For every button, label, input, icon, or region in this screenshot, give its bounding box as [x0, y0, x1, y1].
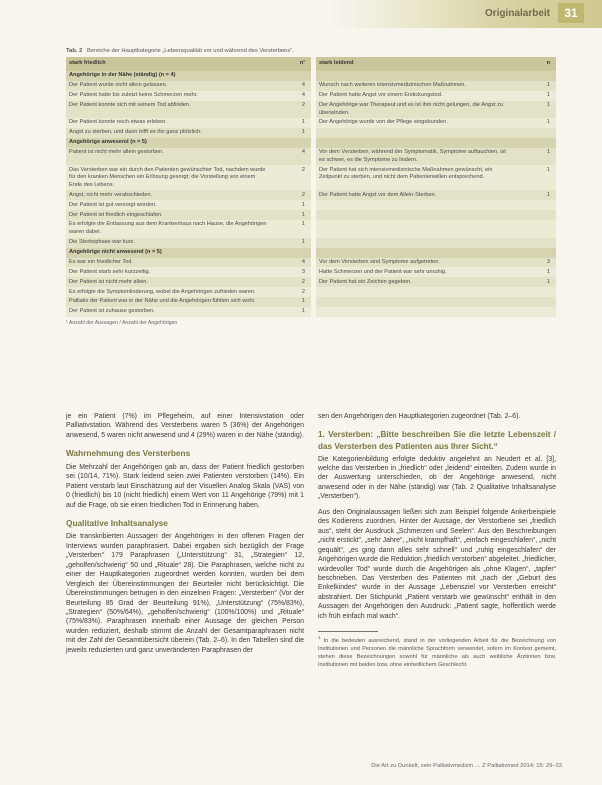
table-header-row: [66, 57, 556, 71]
left-column: [66, 412, 304, 661]
table-cell-left: Der Patient starb sehr kurzzeitig.: [66, 267, 271, 277]
header-right-label: stark leidend: [316, 57, 516, 71]
table-cell-left: Es war ein friedlicher Tod.: [66, 258, 271, 268]
footnote-text: In die bedeuten ausreichend, stand in der vorliegenden Arbeit für die Bezeichnung von Institutionen und Personen die männliche Sprachform verwendet, sofern im Kontext gemeint, stehen diese Bezeichnungen sowohl für männliche als auch weibliche Ärztinnen bzw. Institutionen mit beiden bzw. ohne einheitlichem Geschlecht.: [318, 638, 556, 668]
table-cell-right: [316, 307, 516, 317]
table-cell-right: Der Angehörige wurde von der Pflege eingebunden.: [316, 118, 516, 128]
table-cell-right-n: [516, 200, 556, 210]
table-cell-left: Angst, nicht mehr verabschieden.: [66, 190, 271, 200]
table-cell-right: Der Patient hat sich intensivmedizinische Maßnahmen gewünscht, ein Zeitpunkt zu sterben, und nicht dem Patientenwillen entsprechend.: [316, 165, 516, 190]
table-cell-left: Angehörige nicht anwesend (n = 5): [66, 248, 271, 258]
table-cell-left: Der Patient konnte noch etwas erleben.: [66, 118, 271, 128]
table-cell-right-n: [516, 297, 556, 307]
table-row: [66, 118, 556, 128]
table-cell-left-n: 1: [271, 297, 311, 307]
table-cell-left: Der Patient ist friedlich eingeschlafen.: [66, 210, 271, 220]
table-cell-left-n: 1: [271, 118, 311, 128]
table-row: [66, 165, 556, 190]
table-row: [66, 287, 556, 297]
footnote: [318, 635, 556, 669]
table-cell-right-n: 1: [516, 165, 556, 190]
table-row: [66, 148, 556, 165]
right-intro-paragraph: sen den Angehörigen den Hauptkategorien zugeordnet (Tab. 2–6).: [318, 413, 521, 420]
table-cell-right-n: 1: [516, 101, 556, 118]
table-cell-right-n: 1: [516, 91, 556, 101]
footnote-separator: [318, 631, 378, 632]
table-cell-left: Es erfolgte die Symptomlinderung, wobei die Angehörigen zufrieden waren.: [66, 287, 271, 297]
table-cell-right: [316, 200, 516, 210]
table-cell-left-n: 4: [271, 81, 311, 91]
header-left-n: n¹: [271, 57, 311, 71]
table-cell-left: Angehörige in der Nähe (ständig) (n = 4): [66, 71, 271, 81]
heading-dying: 1. Versterben: „Bitte beschreiben Sie die letzte Lebenszeit / das Versterben des Patienten aus Ihrer Sicht.“: [318, 430, 556, 451]
header-right-n: n: [516, 57, 556, 71]
table-body: [66, 71, 556, 317]
table-cell-left-n: 4: [271, 258, 311, 268]
table-cell-right: Der Patient hatte Angst vor dem Allein-Sterben.: [316, 190, 516, 200]
table-row: [66, 267, 556, 277]
table-cell-right: Der Patient hatte Angst vor einem Erstickungstod.: [316, 91, 516, 101]
table-row: [66, 101, 556, 118]
table-cell-left: Die Sterbephase war kurz.: [66, 238, 271, 248]
table-cell-left-n: [271, 138, 311, 148]
table-row: [66, 307, 556, 317]
table-cell-right: [316, 297, 516, 307]
table-cell-right: [316, 210, 516, 220]
table-cell-right-n: [516, 128, 556, 138]
table-cell-right: Vor dem Versterben, während der Symptomatik, Symptome auftauchten, ist es schwer, es die Symptome zu lindern.: [316, 148, 516, 165]
table-cell-left-n: 1: [271, 200, 311, 210]
table-cell-right: Wunsch nach weiteren intensivmedizinischen Maßnahmen.: [316, 81, 516, 91]
table-cell-right-n: [516, 210, 556, 220]
results-table: [66, 57, 556, 317]
table-cell-right: [316, 71, 516, 81]
table-cell-left-n: 2: [271, 190, 311, 200]
table-cell-left: Der Patient ist zuhause gestorben.: [66, 307, 271, 317]
table-cell-right-n: 3: [516, 258, 556, 268]
page-footer: Die Art zu Dunkelt, sein Palliativmedizin … Z Palliativmed 2014; 15: 29–33: [371, 763, 562, 769]
content-analysis-paragraph: Die transkribierten Aussagen der Angehörigen in den offenen Fragen der Interviews wurden paraphrasiert. Dabei ergaben sich bezüglich der Frage „Versterben“ 179 Paraphrasen („Unterstützung“ 31, „Strategien“ 12, „geholfen/schwierig“ 50 und „Rituale“ 28). Die Paraphrasen, welche nicht zu einer der Hauptkategorien zugeordnet werden konnten, wurden bei dem Vergleich der Übereinstimmungen der Beurteiler nicht berücksichtigt. Die Übereinstimmungen betrugen in den einzelnen Fragen: „Versterben“ (Vor der Beurteilung 85 Grad der Beurteilung 91%), „Unterstützung“ (75%/83%), „Strategien“ (50%/64%), „geholfen/schwierig“ (100%/100%) und „Rituale“ (75%/83%). Paraphrasen innerhalb einer Aussage der gleichen Person wurden reduziert, deshalb stimmt die Anzahl der Gesamtparaphrasen nicht mit der Zahl der Gesamtübersicht überein (Tab. 2–6). In den Tabellen sind die jeweils reduzierten und ganz unveränderten Paraphrasen der: [66, 533, 304, 654]
table-container: [66, 48, 556, 326]
table-cell-right-n: [516, 287, 556, 297]
table-cell-left-n: 4: [271, 148, 311, 165]
table-cell-right-n: 1: [516, 267, 556, 277]
table-cell-left: Patient ist nicht mehr allein gestorben.: [66, 148, 271, 165]
table-cell-right-n: [516, 248, 556, 258]
table-cell-right: Vor dem Versterben sind Symptome aufgetreten.: [316, 258, 516, 268]
heading-content-analysis: Qualitative Inhaltsanalyse: [66, 517, 168, 528]
table-cell-left: Der Patient konnte sich mit seinem Tod abfinden.: [66, 101, 271, 118]
table-cell-right: [316, 287, 516, 297]
table-cell-right-n: [516, 71, 556, 81]
page-number: 31: [558, 3, 584, 23]
table-row: [66, 81, 556, 91]
table-cell-left: Das Versterben war ein durch den Patienten gewünschter Tod, nachdem wurde für den kranken Menschen ein Erlösung gesorgt; die Vorstellung von einem Ende des Lebens.: [66, 165, 271, 190]
table-cell-left-n: 3: [271, 267, 311, 277]
table-cell-right: [316, 138, 516, 148]
table-cell-right-n: [516, 238, 556, 248]
table-cell-right-n: 1: [516, 118, 556, 128]
table-section-row: [66, 71, 556, 81]
table-cell-left-n: 2: [271, 165, 311, 190]
table-section-row: [66, 248, 556, 258]
heading-perception: Wahrnehmung des Versterbens: [66, 448, 191, 459]
table-row: [66, 190, 556, 200]
table-cell-right-n: 1: [516, 81, 556, 91]
table-cell-left-n: 1: [271, 220, 311, 237]
table-cell-right: [316, 128, 516, 138]
table-cell-right: Der Angehörige war Therapeut und es ist ihm nicht gelungen, die Angst zu überwinden.: [316, 101, 516, 118]
table-cell-left: Palliativ der Patient war in der Nähe und die Angehörigen fühlten sich wohl.: [66, 297, 271, 307]
table-cell-right-n: 1: [516, 277, 556, 287]
table-caption-label: Tab. 2: [66, 48, 83, 54]
table-row: [66, 220, 556, 237]
dying-paragraph-1: Die Kategorienbildung erfolgte deduktiv angelehnt an Neudert et al. [3], welche das Versterben in „friedlich“ oder „leidend“ einteilten. Zudem wurde in der Auswertung unterschieden, ob der Angehörige anwesend, nicht anwesend oder in der Nähe (ständig) war (Tab. 2 Qualitative Inhaltsanalyse „Versterben“).: [318, 455, 556, 501]
table-cell-right: [316, 248, 516, 258]
table-cell-right-n: [516, 138, 556, 148]
table-cell-left: Der Patient wurde nicht allein gelassen.: [66, 81, 271, 91]
table-cell-left: Angehörige anwesend (n = 5): [66, 138, 271, 148]
table-cell-left-n: 1: [271, 128, 311, 138]
table-row: [66, 297, 556, 307]
table-footnote: ¹ Anzahl der Aussagen / Anzahl der Angehörigen: [66, 320, 178, 327]
table-row: [66, 210, 556, 220]
table-cell-left: Der Patient ist gut versorgt worden.: [66, 200, 271, 210]
table-row: [66, 277, 556, 287]
table-section-row: [66, 138, 556, 148]
table-cell-right-n: [516, 307, 556, 317]
perception-paragraph: Die Mehrzahl der Angehörigen gab an, dass der Patient friedlich gestorben sei (10/14, 71%). Stark leidend seien zwei Patienten verstorben (14%). Ein Patient verstarb laut Einschätzung auf der Visuellen Analog Skala (VAS) von 0 (friedlich) bis 10 (nicht friedlich) einem Wert von 11 Angehörige (79%) mit 1 auf die Frage, ob sie einen friedlichen Tod in Erinnerung haben.: [66, 463, 304, 509]
table-cell-left: Es erfolgte die Entlassung aus dem Krankenhaus nach Hause, die Angehörigen waren dabei.: [66, 220, 271, 237]
table-cell-left-n: 4: [271, 91, 311, 101]
left-intro-paragraph: je ein Patient (7%) im Pflegeheim, auf einer Intensivstation oder Palliativstation. Während des Versterbens waren 5 (36%) der Angehörigen anwesend, 5 waren nicht anwesend und 4 (29%) waren in der Nähe (ständig).: [66, 413, 304, 439]
header-left-label: stark friedlich: [66, 57, 271, 71]
table-cell-left-n: 1: [271, 307, 311, 317]
table-cell-left: Angst zu sterben, und dann trifft es ihn ganz plötzlich.: [66, 128, 271, 138]
table-cell-left-n: [271, 71, 311, 81]
table-cell-left-n: 1: [271, 238, 311, 248]
table-cell-right-n: 1: [516, 190, 556, 200]
table-cell-right: Hatte Schmerzen und der Patient war sehr unruhig.: [316, 267, 516, 277]
dying-paragraph-2: Aus den Originalaussagen ließen sich zum Beispiel folgende Ankerbeispiele des Kodierens zuordnen. Hinter der Aussage, der Verstorbene sei „friedlich aus“, steht der Ausdruck „Schmerzen und Seelen“. Aus den Beschreibungen „nicht erstickt“, „sehr Jahre“, „nicht krampfhaft“, „einfach eingeschlafen“, „nicht gequält“, „es ging dann alles sehr schnell“ und „ruhig eingeschlafen“ der Angehörigen wurde die Reduktion „friedlich verstorben“ abgeleitet. „friedlicher, würdevoller Tod“ wurde durch die Angehörigen als „ohne Klagen“, „tapfer“ beschrieben. Das Versterben des Patienten mit „nach der „Geburt des Enkelkindes“ wurde in der Aussage „Lebensziel vor Versterben erreicht“ abstrahiert. Der Stichpunkt „Patient verstarb wie gewünscht“ enthält in den Aussagen der Angehörigen den Ausdruck: „Patient sagte, hoffentlich werde ich früh einfach mal wach“.: [318, 508, 556, 620]
footnote-marker: 1: [318, 635, 321, 641]
table-caption: [66, 48, 556, 54]
table-cell-left-n: 2: [271, 101, 311, 118]
table-cell-right: [316, 238, 516, 248]
table-row: [66, 238, 556, 248]
table-cell-right: [316, 220, 516, 237]
table-caption-text: Bereiche der Hauptkategorie „Lebensqualität vor und während des Versterbens“.: [86, 48, 294, 54]
table-row: [66, 91, 556, 101]
table-cell-left-n: 2: [271, 277, 311, 287]
section-label: Originalarbeit: [484, 8, 550, 19]
table-cell-left-n: [271, 248, 311, 258]
table-cell-right-n: 1: [516, 148, 556, 165]
table-row: [66, 128, 556, 138]
table-cell-right-n: [516, 220, 556, 237]
table-row: [66, 200, 556, 210]
right-column: [318, 412, 556, 669]
table-cell-left-n: 2: [271, 287, 311, 297]
table-row: [66, 258, 556, 268]
table-cell-left: Der Patient ist nicht mehr allein.: [66, 277, 271, 287]
table-cell-left-n: 1: [271, 210, 311, 220]
table-cell-right: Der Patient hat ein Zeichen gegeben.: [316, 277, 516, 287]
table-cell-left: Der Patient hatte bis zuletzt keine Schmerzen mehr.: [66, 91, 271, 101]
